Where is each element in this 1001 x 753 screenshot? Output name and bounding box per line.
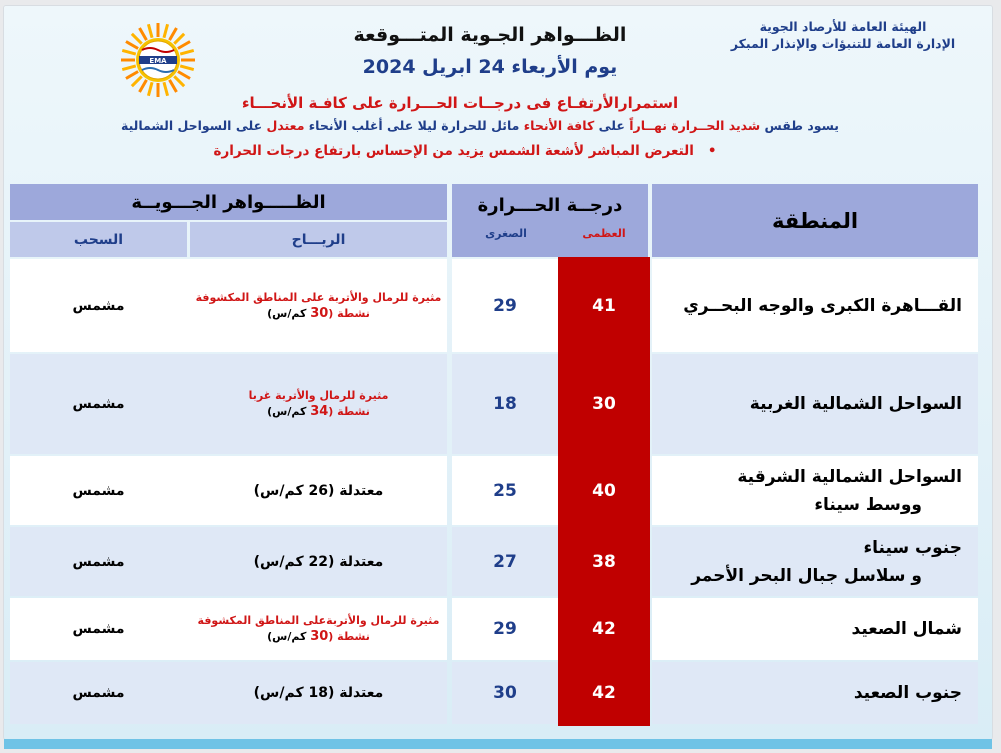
wind-cell bbox=[190, 598, 447, 660]
temperature-header: درجــة الحـــرارة bbox=[477, 194, 623, 216]
clouds-cell: مشمس bbox=[10, 662, 187, 724]
wind-speed-line bbox=[267, 629, 370, 645]
region-line: جنوب سيناء bbox=[863, 537, 962, 558]
ema-logo-icon bbox=[118, 20, 198, 100]
wind-cell bbox=[190, 662, 447, 724]
wind-strength: نشطة ( bbox=[328, 306, 370, 320]
wind-speed-unit: كم/س) bbox=[267, 306, 311, 320]
min-temp-cell: 30 bbox=[493, 683, 517, 703]
wind-description: معتدلة (26 كم/س) bbox=[253, 482, 384, 499]
region-cell bbox=[652, 456, 970, 525]
headline-main: استمرارالأرتفـاع فى درجــات الحـــرارة على كافـة الأنحـــاء bbox=[241, 94, 679, 112]
clouds-cell: مشمس bbox=[10, 456, 187, 525]
wind-description: مثيرة للرمال والأتربة غربا bbox=[248, 389, 389, 402]
region-name bbox=[652, 463, 962, 519]
region-cell bbox=[652, 527, 970, 596]
clouds-cell: مشمس bbox=[10, 598, 187, 660]
bullet-icon: • bbox=[707, 143, 717, 159]
phenomena-header: الظـــــواهر الجـــويــة bbox=[131, 191, 326, 213]
headline-advice bbox=[150, 143, 780, 159]
forecast-date: يوم الأربعاء 24 ابريل 2024 bbox=[362, 56, 618, 78]
wind-header: الريـــاح bbox=[291, 231, 346, 248]
min-temp-cell: 29 bbox=[493, 295, 517, 316]
region-name bbox=[652, 534, 962, 590]
headline-general-part: معتدل bbox=[266, 118, 305, 133]
bottom-accent-bar bbox=[4, 739, 992, 749]
wind-description: معتدلة (22 كم/س) bbox=[253, 553, 384, 570]
region-name bbox=[652, 292, 962, 320]
region-cell bbox=[652, 354, 970, 454]
wind-speed-unit: كم/س) bbox=[267, 405, 311, 418]
headline-general-part: شديد الحــرارة نهــاراً bbox=[629, 118, 761, 133]
headline-general-part: على bbox=[594, 118, 630, 133]
max-temp-cell: 38 bbox=[558, 525, 650, 598]
wind-description: مثيرة للرمال والأتربةعلى المناطق المكشوفة bbox=[197, 614, 440, 627]
wind-strength: نشطة ( bbox=[328, 630, 370, 643]
clouds-cell: مشمس bbox=[10, 527, 187, 596]
wind-speed-value: 30 bbox=[310, 305, 329, 321]
region-cell bbox=[652, 259, 970, 352]
region-line: السواحل الشمالية الشرقية bbox=[737, 466, 962, 487]
clouds-cell: مشمس bbox=[10, 259, 187, 352]
wind-speed-value: 30 bbox=[310, 629, 329, 644]
min-temp-header: الصغرى bbox=[485, 226, 527, 240]
headline-general bbox=[60, 118, 900, 133]
region-cell bbox=[652, 662, 970, 724]
headline-general-part: يسود طقس bbox=[760, 118, 839, 133]
wind-speed-unit: كم/س) bbox=[267, 630, 311, 643]
region-name bbox=[652, 390, 962, 418]
max-temp-header: العظمى bbox=[582, 226, 626, 240]
region-header: المنطقة bbox=[771, 208, 859, 233]
agency-line-2: الإدارة العامة للتنبؤات والإنذار المبكر bbox=[730, 36, 956, 51]
max-temp-cell: 42 bbox=[558, 596, 650, 662]
max-temp-cell: 42 bbox=[558, 660, 650, 726]
wind-cell bbox=[190, 527, 447, 596]
headline-general-part: على السواحل الشمالية bbox=[120, 118, 267, 133]
wind-cell bbox=[190, 354, 447, 454]
region-cell bbox=[652, 598, 970, 660]
wind-cell bbox=[190, 259, 447, 352]
wind-speed-value: 34 bbox=[310, 404, 329, 419]
clouds-cell: مشمس bbox=[10, 354, 187, 454]
region-line: السواحل الشمالية الغربية bbox=[749, 394, 962, 414]
wind-speed-line bbox=[267, 306, 370, 322]
wind-cell bbox=[190, 456, 447, 525]
advice-text: التعرض المباشر لأشعة الشمس يزيد من الإحساس بارتفاع درجات الحرارة bbox=[213, 143, 694, 159]
wind-description: معتدلة (18 كم/س) bbox=[253, 685, 384, 701]
region-line: شمال الصعيد bbox=[851, 619, 962, 639]
page-title: الظـــواهر الجـوية المتـــوقعة bbox=[353, 24, 627, 46]
min-temp-cell: 18 bbox=[493, 394, 517, 414]
max-temp-cell: 40 bbox=[558, 454, 650, 527]
region-line: و سلاسل جبال البحر الأحمر bbox=[691, 565, 922, 586]
max-temp-cell: 41 bbox=[558, 257, 650, 354]
wind-strength: نشطة ( bbox=[328, 405, 370, 418]
region-line: جنوب الصعيد bbox=[853, 683, 962, 703]
max-temp-cell: 30 bbox=[558, 352, 650, 456]
agency-name bbox=[713, 18, 973, 52]
region-line: القـــاهرة الكبرى والوجه البحــري bbox=[683, 295, 962, 316]
logo-text: EMA bbox=[149, 57, 167, 65]
min-temp-cell: 25 bbox=[493, 480, 517, 501]
headline-general-part: كافة الأنحاء bbox=[523, 118, 595, 133]
region-name bbox=[652, 679, 962, 707]
min-temp-cell: 27 bbox=[493, 551, 517, 572]
region-name bbox=[652, 615, 962, 643]
wind-description: مثيرة للرمال والأتربة على المناطق المكشوفة bbox=[195, 290, 442, 304]
clouds-header: السحب bbox=[73, 231, 124, 248]
min-temp-cell: 29 bbox=[493, 619, 517, 639]
region-line: ووسط سيناء bbox=[814, 494, 922, 515]
agency-line-1: الهيئة العامة للأرصاد الجوية bbox=[759, 19, 927, 34]
wind-speed-line bbox=[267, 404, 370, 420]
headline-general-part: مائل للحرارة ليلا على أغلب الأنحاء bbox=[304, 118, 524, 133]
